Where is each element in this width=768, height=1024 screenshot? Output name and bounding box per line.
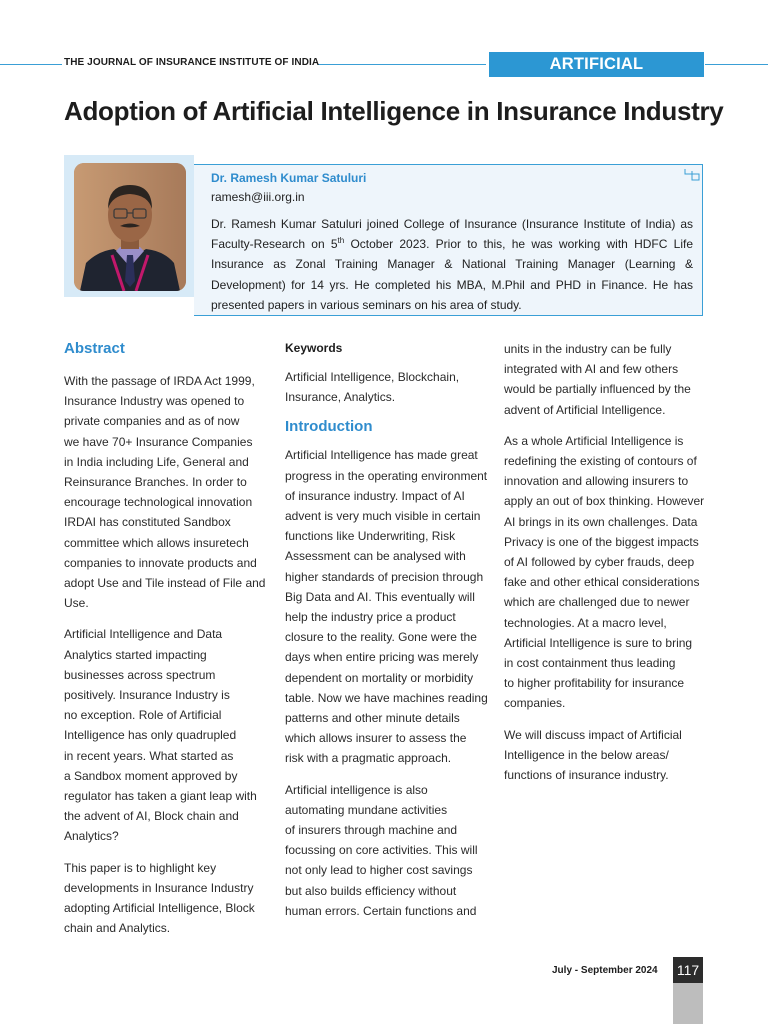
- text-line: adopting Artificial Intelligence, Block: [64, 901, 255, 916]
- text-line: Use.: [64, 596, 89, 611]
- text-line: of AI followed by cyber frauds, deep: [504, 555, 695, 570]
- text-line: apply an out of box thinking. However: [504, 494, 705, 509]
- text-line: integrated with AI and few others: [504, 362, 679, 377]
- text-line: Intelligence has only quadrupled: [64, 728, 237, 743]
- text-line: redefining the existing of contours of: [504, 454, 697, 469]
- abstract-paragraph-2: [64, 624, 261, 846]
- text-line: dependent on mortality or morbidity: [285, 670, 474, 685]
- introduction-heading: Introduction: [285, 418, 373, 436]
- text-line: risk with a pragmatic approach.: [285, 751, 452, 766]
- text-line: This paper is to highlight key: [64, 860, 217, 875]
- page-number-tab: [673, 983, 703, 1024]
- text-line: focussing on core activities. This will: [285, 843, 478, 858]
- text-line: fake and other ethical considerations: [504, 575, 700, 590]
- introduction-paragraph-1: [285, 445, 488, 768]
- text-line: functions of insurance industry.: [504, 768, 669, 783]
- text-line: advent of Artificial Intelligence.: [504, 402, 666, 417]
- column-2: [285, 338, 488, 932]
- text-line: higher standards of precision through: [285, 569, 484, 584]
- journal-name: THE JOURNAL OF INSURANCE INSTITUTE OF INDIA: [64, 57, 320, 68]
- text-line: advent is very much visible in certain: [285, 509, 481, 524]
- text-line: We will discuss impact of Artificial: [504, 727, 682, 742]
- text-line: Artificial Intelligence, Blockchain,: [285, 370, 460, 384]
- text-line: regulator has taken a giant leap with: [64, 789, 257, 804]
- text-line: to higher profitability for insurance: [504, 676, 685, 691]
- page-number: 117: [673, 957, 703, 983]
- text-line: IRDAI has constituted Sandbox: [64, 515, 231, 530]
- text-line: Insurance Industry was opened to: [64, 394, 245, 409]
- header-rule-right: [705, 64, 768, 65]
- text-line: encourage technological innovation: [64, 495, 253, 510]
- author-bio: Dr. Ramesh Kumar Satuluri joined College of Insurance (Insurance Institute of India) as Faculty-Research on 5th October 2023. Prior to this, he was working with HDFC Life Insurance as Zonal Training Manager & National Training Manager (Learning & Development) for 14 yrs. He completed his MBA, M.Phil and PHD in Finance. He has presented papers in various seminars on his area of study.: [211, 217, 693, 312]
- abstract-heading: Abstract: [64, 340, 125, 357]
- text-line: no exception. Role of Artificial: [64, 708, 222, 723]
- text-line: table. Now we have machines reading: [285, 690, 488, 705]
- column-3: [504, 339, 706, 796]
- text-line: Privacy is one of the biggest impacts: [504, 534, 699, 549]
- text-line: patterns and other minute details: [285, 711, 460, 726]
- column-3-paragraph-2: [504, 431, 706, 714]
- text-line: Insurance, Analytics.: [285, 390, 396, 405]
- text-line: closure to the reality. Gone were the: [285, 630, 477, 645]
- column-1: [64, 338, 266, 949]
- text-line: days when entire pricing was merely: [285, 650, 479, 665]
- text-line: in India including Life, General and: [64, 454, 249, 469]
- text-line: companies.: [504, 696, 566, 711]
- text-line: Artificial intelligence is also: [285, 782, 428, 797]
- text-line: Reinsurance Branches. In order to: [64, 475, 247, 490]
- text-line: Intelligence in the below areas/: [504, 747, 669, 762]
- text-line: units in the industry can be fully: [504, 342, 672, 356]
- author-photo: [74, 163, 186, 291]
- text-line: innovation and allowing insurers to: [504, 474, 689, 489]
- text-line: progress in the operating environment: [285, 468, 488, 483]
- text-line: businesses across spectrum: [64, 667, 216, 682]
- text-line: would be partially influenced by the: [504, 382, 691, 397]
- text-line: Analytics?: [64, 829, 119, 844]
- text-line: private companies and as of now: [64, 414, 240, 429]
- text-line: AI brings in its own challenges. Data: [504, 514, 698, 529]
- text-line: help the industry price a product: [285, 610, 456, 625]
- text-line: committee which allows insuretech: [64, 535, 249, 550]
- keywords-list: [285, 367, 483, 407]
- header-rule-middle: [318, 64, 486, 65]
- text-line: adopt Use and Tile instead of File and: [64, 576, 266, 591]
- abstract-paragraph-1: [64, 371, 266, 613]
- text-line: human errors. Certain functions and: [285, 903, 477, 918]
- column-3-paragraph-3: [504, 725, 706, 786]
- text-line: As a whole Artificial Intelligence is: [504, 433, 684, 448]
- text-line: Artificial Intelligence and Data: [64, 627, 223, 642]
- text-line: Assessment can be analysed with: [285, 549, 466, 564]
- text-line: With the passage of IRDA Act 1999,: [64, 374, 255, 388]
- keywords-heading: Keywords: [285, 341, 343, 355]
- text-line: in cost containment thus leading: [504, 656, 676, 671]
- text-line: Big Data and AI. This eventually will: [285, 589, 475, 604]
- author-name: Dr. Ramesh Kumar Satuluri: [211, 171, 367, 185]
- text-line: but also builds efficiency without: [285, 883, 457, 898]
- corner-bracket-icon: [684, 168, 700, 182]
- abstract-paragraph-3: [64, 858, 261, 939]
- text-line: developments in Insurance Industry: [64, 880, 254, 895]
- text-line: functions like Underwriting, Risk: [285, 529, 456, 544]
- text-line: of insurers through machine and: [285, 823, 458, 838]
- introduction-paragraph-2: [285, 780, 483, 921]
- issue-date: July - September 2024: [552, 965, 658, 976]
- text-line: a Sandbox moment approved by: [64, 768, 238, 783]
- text-line: Analytics started impacting: [64, 647, 207, 662]
- text-line: companies to innovate products and: [64, 555, 257, 570]
- text-line: which allows insurer to assess the: [285, 731, 467, 746]
- text-line: positively. Insurance Industry is: [64, 688, 230, 703]
- text-line: in recent years. What started as: [64, 748, 234, 763]
- header-rule-left: [0, 64, 62, 65]
- section-tag: ARTIFICIAL INTELLIGENCE: [489, 52, 704, 77]
- text-line: Artificial Intelligence is sure to bring: [504, 635, 693, 650]
- article-title: Adoption of Artificial Intelligence in Insurance Industry: [64, 96, 724, 126]
- column-3-paragraph-1: [504, 339, 706, 420]
- text-line: technologies. At a macro level,: [504, 615, 667, 630]
- text-line: the advent of AI, Block chain and: [64, 809, 239, 824]
- text-line: which are challenged due to newer: [504, 595, 690, 610]
- text-line: not only lead to higher cost savings: [285, 863, 473, 878]
- text-line: of insurance industry. Impact of AI: [285, 488, 465, 503]
- author-email: ramesh@iii.org.in: [211, 190, 305, 204]
- text-line: we have 70+ Insurance Companies: [64, 434, 253, 449]
- text-line: chain and Analytics.: [64, 921, 171, 936]
- text-line: automating mundane activities: [285, 802, 448, 817]
- text-line: Artificial Intelligence has made great: [285, 448, 478, 463]
